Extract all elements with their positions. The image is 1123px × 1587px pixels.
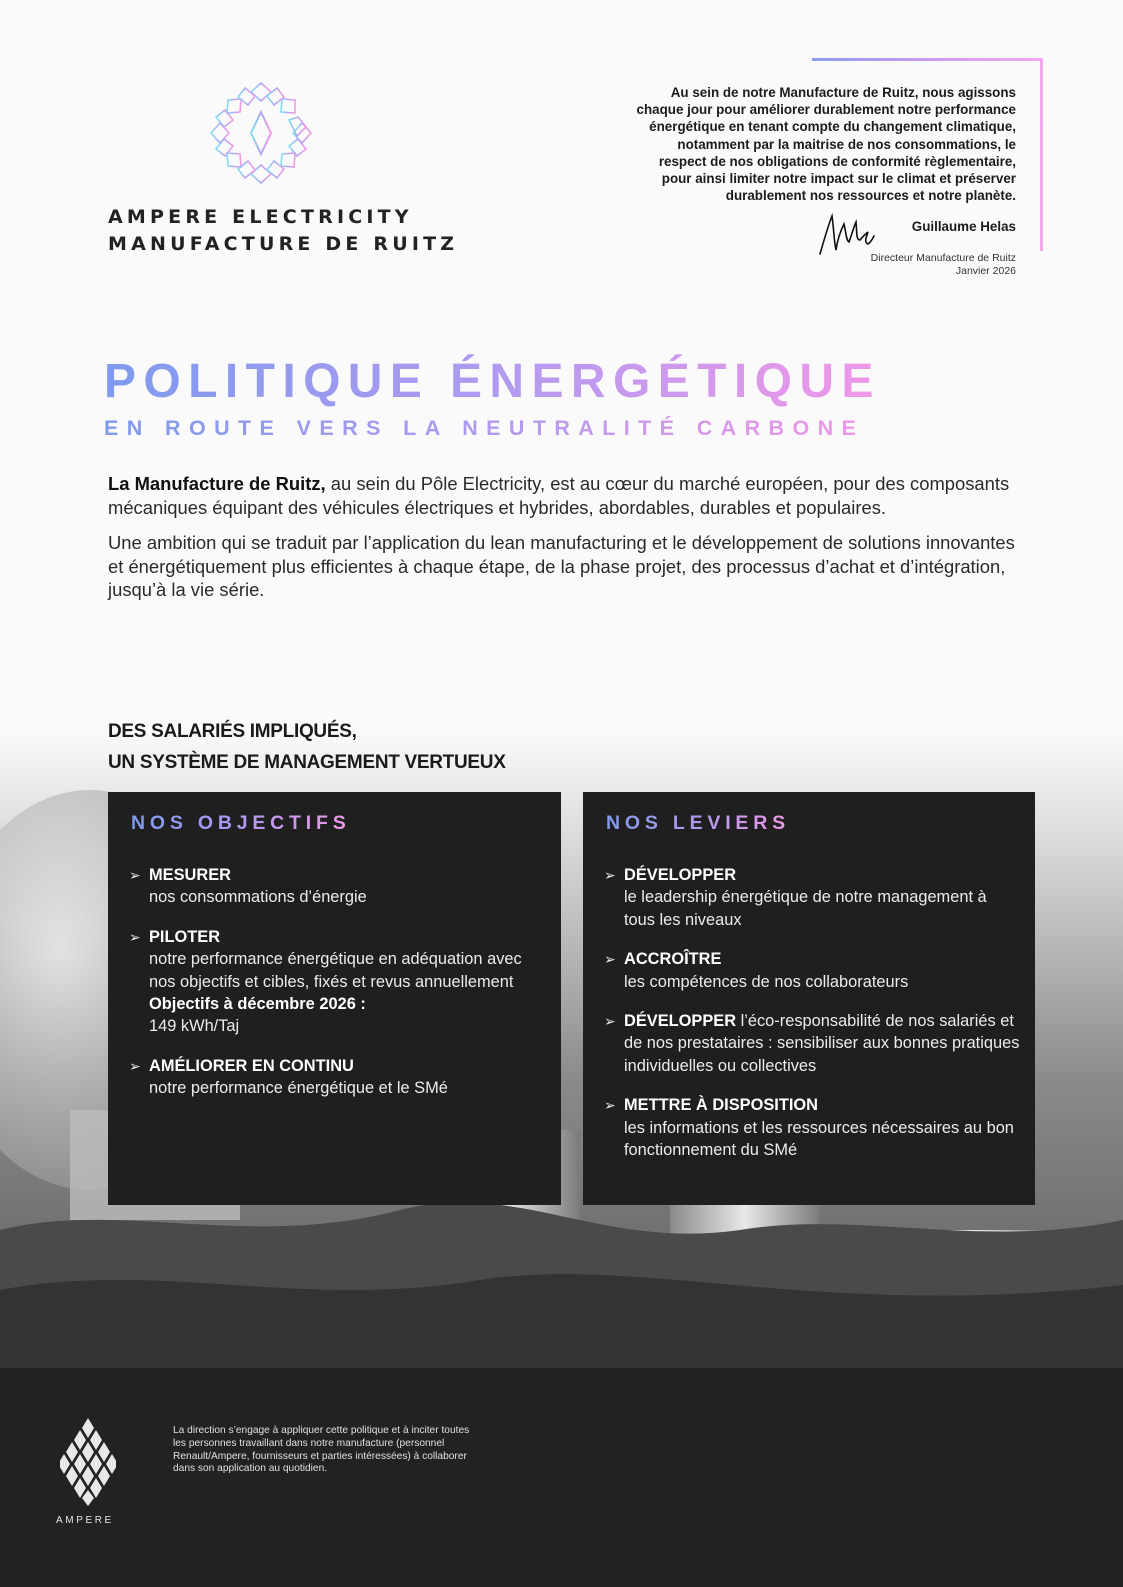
item-text: nos consommations d’énergie — [149, 888, 367, 907]
org-line-2: MANUFACTURE DE RUITZ — [108, 233, 459, 255]
statement-line: énergétique en tenant compte du changement climatique, — [649, 119, 1016, 135]
org-line-1: AMPERE ELECTRICITY — [108, 206, 413, 228]
item-text: les compétences de nos collaborateurs — [624, 972, 909, 991]
levers-list — [604, 864, 1021, 1178]
statement-line: notamment par la maitrise de nos consommations, le — [677, 136, 1016, 152]
section-heading-line-1: DES SALARIÉS IMPLIQUÉS, — [108, 721, 357, 742]
chevron-right-icon: ➢ — [604, 1097, 616, 1114]
signer-details — [760, 252, 1016, 278]
footer-commitment-text: La direction s’engage à appliquer cette politique et à inciter toutes les personnes travaillant dans notre manufacture (personnel Renault/Ampere, fournisseurs et parties intéressées) à collaborer dans son application au quotidien. — [173, 1425, 470, 1475]
levers-panel — [583, 792, 1035, 1205]
list-item — [129, 926, 547, 1038]
intro-bold: La Manufacture de Ruitz, — [108, 473, 326, 494]
levers-title: NOS LEVIERS — [606, 812, 790, 834]
goal-label: Objectifs à décembre 2026 : — [149, 995, 366, 1014]
statement-line: chaque jour pour améliorer durablement notre performance — [636, 102, 1016, 118]
director-statement — [540, 84, 1016, 204]
item-text: le leadership énergétique de notre management à tous les niveaux — [624, 888, 987, 929]
chevron-right-icon: ➢ — [604, 1013, 616, 1030]
statement-line: durablement nos ressources et notre planète. — [725, 188, 1016, 204]
chevron-right-icon: ➢ — [129, 867, 141, 883]
item-keyword: AMÉLIORER EN CONTINU — [149, 1056, 354, 1075]
list-item — [129, 864, 547, 909]
statement-line: Au sein de notre Manufacture de Ruitz, nous agissons — [670, 85, 1016, 100]
objectives-title: NOS OBJECTIFS — [131, 812, 351, 834]
ampere-diamond-logo — [60, 1418, 116, 1506]
ampere-wordmark: AMPERE — [56, 1515, 114, 1526]
ampere-electricity-logo — [208, 80, 314, 186]
chevron-right-icon: ➢ — [129, 1057, 141, 1074]
signer-name: Guillaume Helas — [911, 219, 1016, 234]
item-text: notre performance énergétique en adéquation avec nos objectifs et cibles, fixés et revus annuellement — [149, 950, 522, 991]
goal-value: 149 kWh/Taj — [149, 1017, 240, 1036]
intro-rest: au sein du Pôle Electricity, est au cœur du marché européen, pour des composants mécaniques équipant des véhicules électriques et hybrides, abordables, durables et populaires. — [108, 473, 1010, 518]
intro-paragraph-1 — [108, 472, 1018, 519]
footer — [0, 1368, 1123, 1587]
section-heading-line-2: UN SYSTÈME DE MANAGEMENT VERTUEUX — [108, 752, 506, 773]
item-text: les informations et les ressources nécessaires au bon fonctionnement du SMé — [624, 1118, 1014, 1160]
list-item — [604, 1010, 1021, 1077]
item-text: notre performance énergétique et le SMé — [149, 1079, 448, 1098]
item-keyword: METTRE À DISPOSITION — [624, 1096, 818, 1115]
chevron-right-icon: ➢ — [604, 951, 616, 968]
objectives-list — [129, 864, 547, 1117]
item-text: l’éco-responsabilité de nos salariés et de nos prestataires : sensibiliser aux bonnes pratiques individuelles ou collectives — [624, 1012, 1020, 1075]
statement-line: pour ainsi limiter notre impact sur le climat et préserver — [661, 171, 1016, 187]
item-keyword: MESURER — [149, 866, 231, 884]
objectives-panel — [108, 792, 561, 1205]
list-item — [604, 864, 1021, 931]
section-heading — [108, 716, 506, 778]
list-item — [604, 948, 1021, 993]
organization-name — [108, 204, 458, 258]
page-subtitle: EN ROUTE VERS LA NEUTRALITÉ CARBONE — [104, 416, 865, 440]
intro-paragraph-2: Une ambition qui se traduit par l’application du lean manufacturing et le développement de solutions innovantes et énergétiquement plus efficientes à chaque étape, de la phase projet, des processus d’achat et d’intégration, jusqu’à la vie série. — [108, 532, 1015, 601]
signer-role: Directeur Manufacture de Ruitz — [870, 252, 1016, 264]
page-title: POLITIQUE ÉNERGÉTIQUE — [104, 355, 881, 408]
item-keyword: DÉVELOPPER — [624, 1012, 737, 1031]
chevron-right-icon: ➢ — [129, 928, 141, 945]
statement-line: respect de nos obligations de conformité règlementaire, — [658, 153, 1016, 169]
item-keyword: ACCROÎTRE — [624, 950, 722, 969]
signer-date: Janvier 2026 — [955, 265, 1016, 277]
item-keyword: PILOTER — [149, 927, 221, 946]
list-item — [129, 1055, 547, 1100]
intro-text — [108, 472, 1018, 614]
chevron-right-icon: ➢ — [604, 867, 616, 883]
list-item — [604, 1094, 1021, 1161]
item-keyword: DÉVELOPPER — [624, 866, 737, 884]
